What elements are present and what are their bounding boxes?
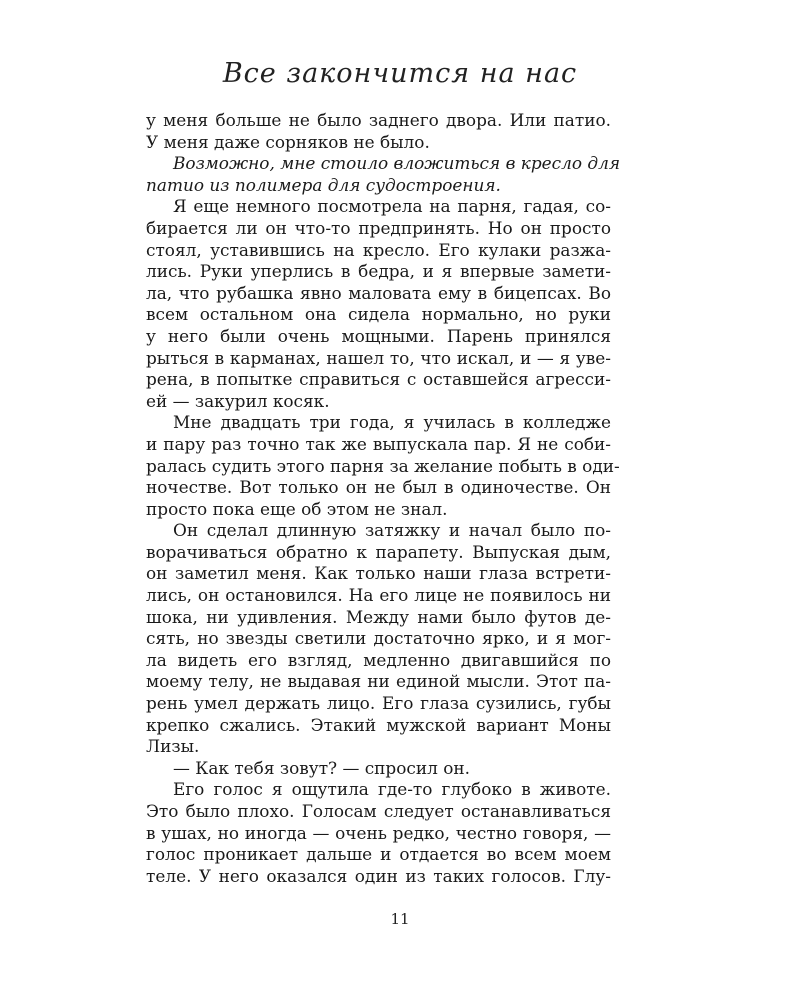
text-line: ей — закурил косяк. [146, 390, 330, 411]
text-line: Он сделал длинную затяжку и начал было по- [173, 520, 611, 541]
text-line: рена, в попытке справиться с оставшейся агресси- [146, 369, 611, 390]
text-line: крепко сжались. Этакий мужской вариант Моны [146, 714, 611, 735]
text-line: у него были очень мощными. Парень принялся [146, 325, 611, 346]
text-line: рень умел держать лицо. Его глаза сузились, губы [146, 693, 611, 714]
text-line: Его голос я ощутила где-то глубоко в животе. [173, 779, 611, 800]
text-line: Мне двадцать три года, я училась в колледже [173, 412, 611, 433]
text-line: ворачиваться обратно к парапету. Выпуская дым, [146, 541, 611, 562]
text-line: моему телу, не выдавая ни единой мысли. Этот па- [146, 671, 611, 692]
running-head: Все закончится на нас [222, 58, 578, 89]
text-line: Лизы. [146, 736, 200, 757]
text-line: бирается ли он что-то предпринять. Но он просто [146, 217, 611, 238]
text-line: Это было плохо. Голосам следует останавливаться [146, 801, 611, 821]
text-line: и пару раз точно так же выпускала пар. Я не соби- [146, 433, 611, 454]
text-line: просто пока еще об этом не знал. [146, 498, 448, 519]
text-line: у меня больше не было заднего двора. Или патио. [146, 110, 611, 130]
text-line: голос проникает дальше и отдается во всем моем [146, 844, 611, 865]
text-line: У меня даже сорняков не было. [146, 131, 430, 152]
text-line: шока, ни удивления. Между нами было футов де- [146, 606, 611, 627]
text-line: сять, но звезды светили достаточно ярко, и я мог- [146, 628, 611, 649]
body-text [146, 110, 621, 887]
text-line: лись. Руки уперлись в бедра, и я впервые замети- [146, 261, 611, 282]
text-line: рыться в карманах, нашел то, что искал, и — я уве- [146, 347, 611, 368]
page-number: 11 [390, 910, 410, 928]
text-line: ла, что рубашка явно маловата ему в бицепсах. Во [146, 282, 611, 303]
text-line: в ушах, но иногда — очень редко, честно говоря, — [146, 822, 611, 843]
text-line: ла видеть его взгляд, медленно двигавшийся по [146, 649, 611, 670]
text-line: ралась судить этого парня за желание побыть в оди- [146, 455, 620, 476]
text-line: — Как тебя зовут? — спросил он. [173, 757, 471, 778]
text-line: всем остальном она сидела нормально, но руки [146, 304, 611, 325]
text-line: лись, он остановился. На его лице не появилось ни [146, 585, 611, 606]
text-line: патио из полимера для судостроения. [146, 174, 501, 195]
text-line: Возможно, мне стоило вложиться в кресло для [173, 153, 621, 174]
text-line: теле. У него оказался один из таких голосов. Глу- [146, 865, 611, 886]
text-line: он заметил меня. Как только наши глаза встрети- [146, 563, 611, 584]
text-line: ночестве. Вот только он не был в одиночестве. Он [146, 477, 611, 498]
text-line: Я еще немного посмотрела на парня, гадая, со- [173, 196, 611, 217]
text-line: стоял, уставившись на кресло. Его кулаки разжа- [146, 239, 611, 260]
